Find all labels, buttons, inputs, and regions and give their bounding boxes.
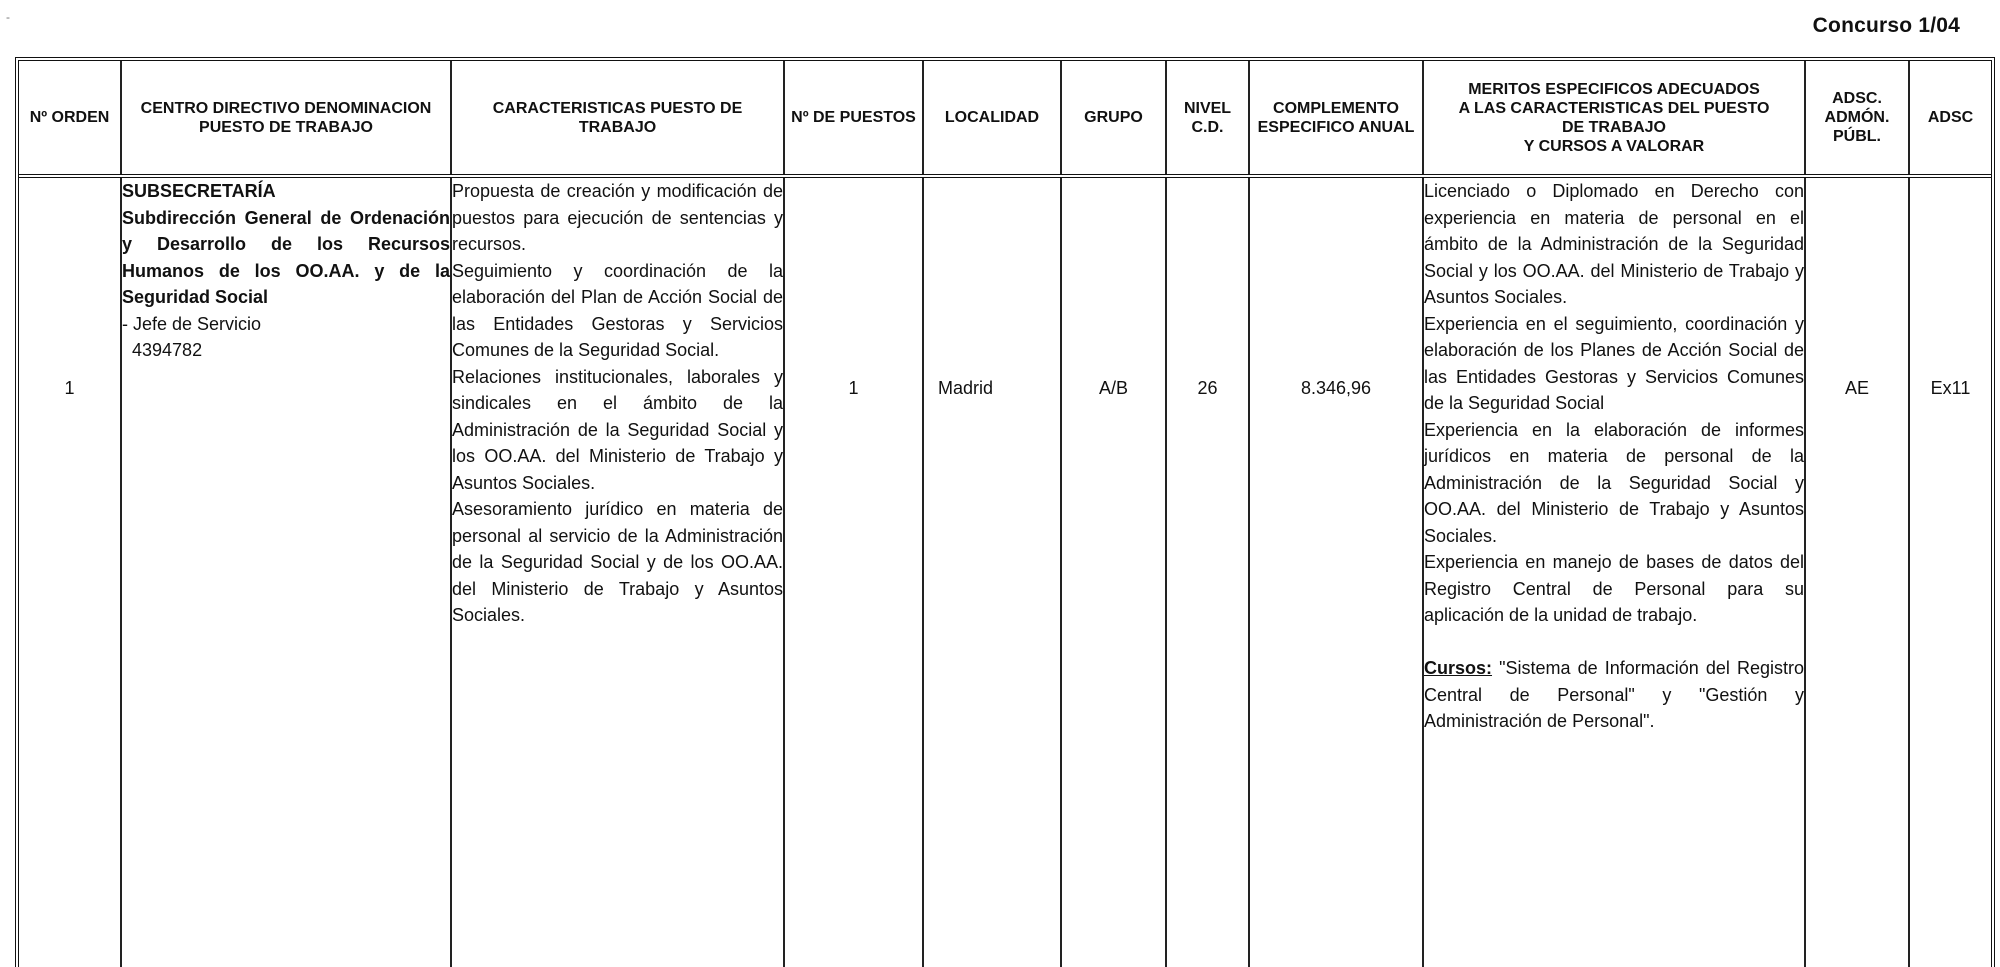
cell-num-puestos: 1 xyxy=(784,176,923,967)
centro-puesto: - Jefe de Servicio xyxy=(122,313,262,334)
cell-grupo: A/B xyxy=(1061,176,1166,967)
header-caracteristicas: CARACTERISTICAS PUESTO DE TRABAJO xyxy=(451,61,784,176)
merito-item: Experiencia en la elaboración de informes jurídicos en materia de personal de la Administración de la Seguridad Social y OO.AA. del Ministerio de Trabajo y Asuntos Sociales. xyxy=(1424,419,1804,546)
header-meritos xyxy=(1423,61,1805,176)
caracteristica-item: Propuesta de creación y modificación de puestos para ejecución de sentencias y recursos. xyxy=(452,181,783,254)
concurso-table-frame xyxy=(15,57,1995,967)
header-nivel: NIVEL C.D. xyxy=(1166,61,1249,176)
centro-org-line: SUBSECRETARÍA xyxy=(122,181,276,201)
cell-complemento: 8.346,96 xyxy=(1249,176,1423,967)
merito-spacer xyxy=(1424,629,1804,656)
caracteristica-item: Asesoramiento jurídico en materia de personal al servicio de la Administración de la Seguridad Social y de los OO.AA. del Ministerio de Trabajo y Asuntos Sociales. xyxy=(452,499,783,625)
header-meritos-line-3: DE TRABAJO xyxy=(1561,118,1666,136)
cell-meritos xyxy=(1423,176,1805,967)
header-orden: Nº ORDEN xyxy=(19,61,121,176)
caracteristica-item: Seguimiento y coordinación de la elaboración del Plan de Acción Social de las Entidades Gestoras y Servicios Comunes de la Seguridad Social. xyxy=(452,260,783,360)
cell-nivel: 26 xyxy=(1166,176,1249,967)
cell-centro xyxy=(121,176,451,967)
header-adsc-admon: ADSC. ADMÓN. PÚBL. xyxy=(1805,61,1909,176)
header-meritos-line-4: Y CURSOS A VALORAR xyxy=(1523,137,1705,155)
cursos-paragraph xyxy=(1424,655,1804,735)
centro-org-line: Subdirección General de Ordenación y Desarrollo de los Recursos Humanos de los OO.AA. y de la Seguridad Social xyxy=(122,207,450,307)
cursos-text: "Sistema de Información del Registro Central de Personal" y "Gestión y Administración de Personal". xyxy=(1424,658,1804,731)
header-centro: CENTRO DIRECTIVO DENOMINACION PUESTO DE TRABAJO xyxy=(121,61,451,176)
cell-adsc-admon: AE xyxy=(1805,176,1909,967)
header-localidad: LOCALIDAD xyxy=(923,61,1061,176)
header-complemento: COMPLEMENTO ESPECIFICO ANUAL xyxy=(1249,61,1423,176)
cell-orden: 1 xyxy=(64,378,75,398)
cell-caracteristicas xyxy=(451,176,784,967)
merito-item: Experiencia en manejo de bases de datos del Registro Central de Personal para su aplicación de la unidad de trabajo. xyxy=(1424,552,1804,625)
scan-speck: - xyxy=(6,10,10,24)
cell-localidad: Madrid xyxy=(923,176,1061,967)
centro-codigo: 4394782 xyxy=(132,340,203,360)
header-grupo: GRUPO xyxy=(1061,61,1166,176)
merito-item: Experiencia en el seguimiento, coordinación y elaboración de los Planes de Acción Social de las Entidades Gestoras y Servicios Comunes de la Seguridad Social xyxy=(1424,313,1804,413)
caracteristica-item: Relaciones institucionales, laborales y sindicales en el ámbito de la Administración de la Seguridad Social y los OO.AA. del Ministerio de Trabajo y Asuntos Sociales. xyxy=(452,366,783,493)
header-meritos-line-1: MERITOS ESPECIFICOS ADECUADOS xyxy=(1468,80,1760,98)
concurso-table xyxy=(19,61,1991,967)
document-title: Concurso 1/04 xyxy=(1812,14,1960,37)
header-num-puestos: Nº DE PUESTOS xyxy=(784,61,923,176)
header-adsc: ADSC xyxy=(1909,61,1991,176)
cell-adsc: Ex11 xyxy=(1909,176,1991,967)
cursos-label: Cursos: xyxy=(1424,658,1493,678)
table-row xyxy=(19,176,1991,967)
header-meritos-line-2: A LAS CARACTERISTICAS DEL PUESTO xyxy=(1458,99,1770,117)
merito-item: Licenciado o Diplomado en Derecho con experiencia en materia de personal en el ámbito de la Administración de la Seguridad Social y los OO.AA. del Ministerio de Trabajo y Asuntos Sociales. xyxy=(1424,181,1804,307)
header-row xyxy=(19,61,1991,176)
